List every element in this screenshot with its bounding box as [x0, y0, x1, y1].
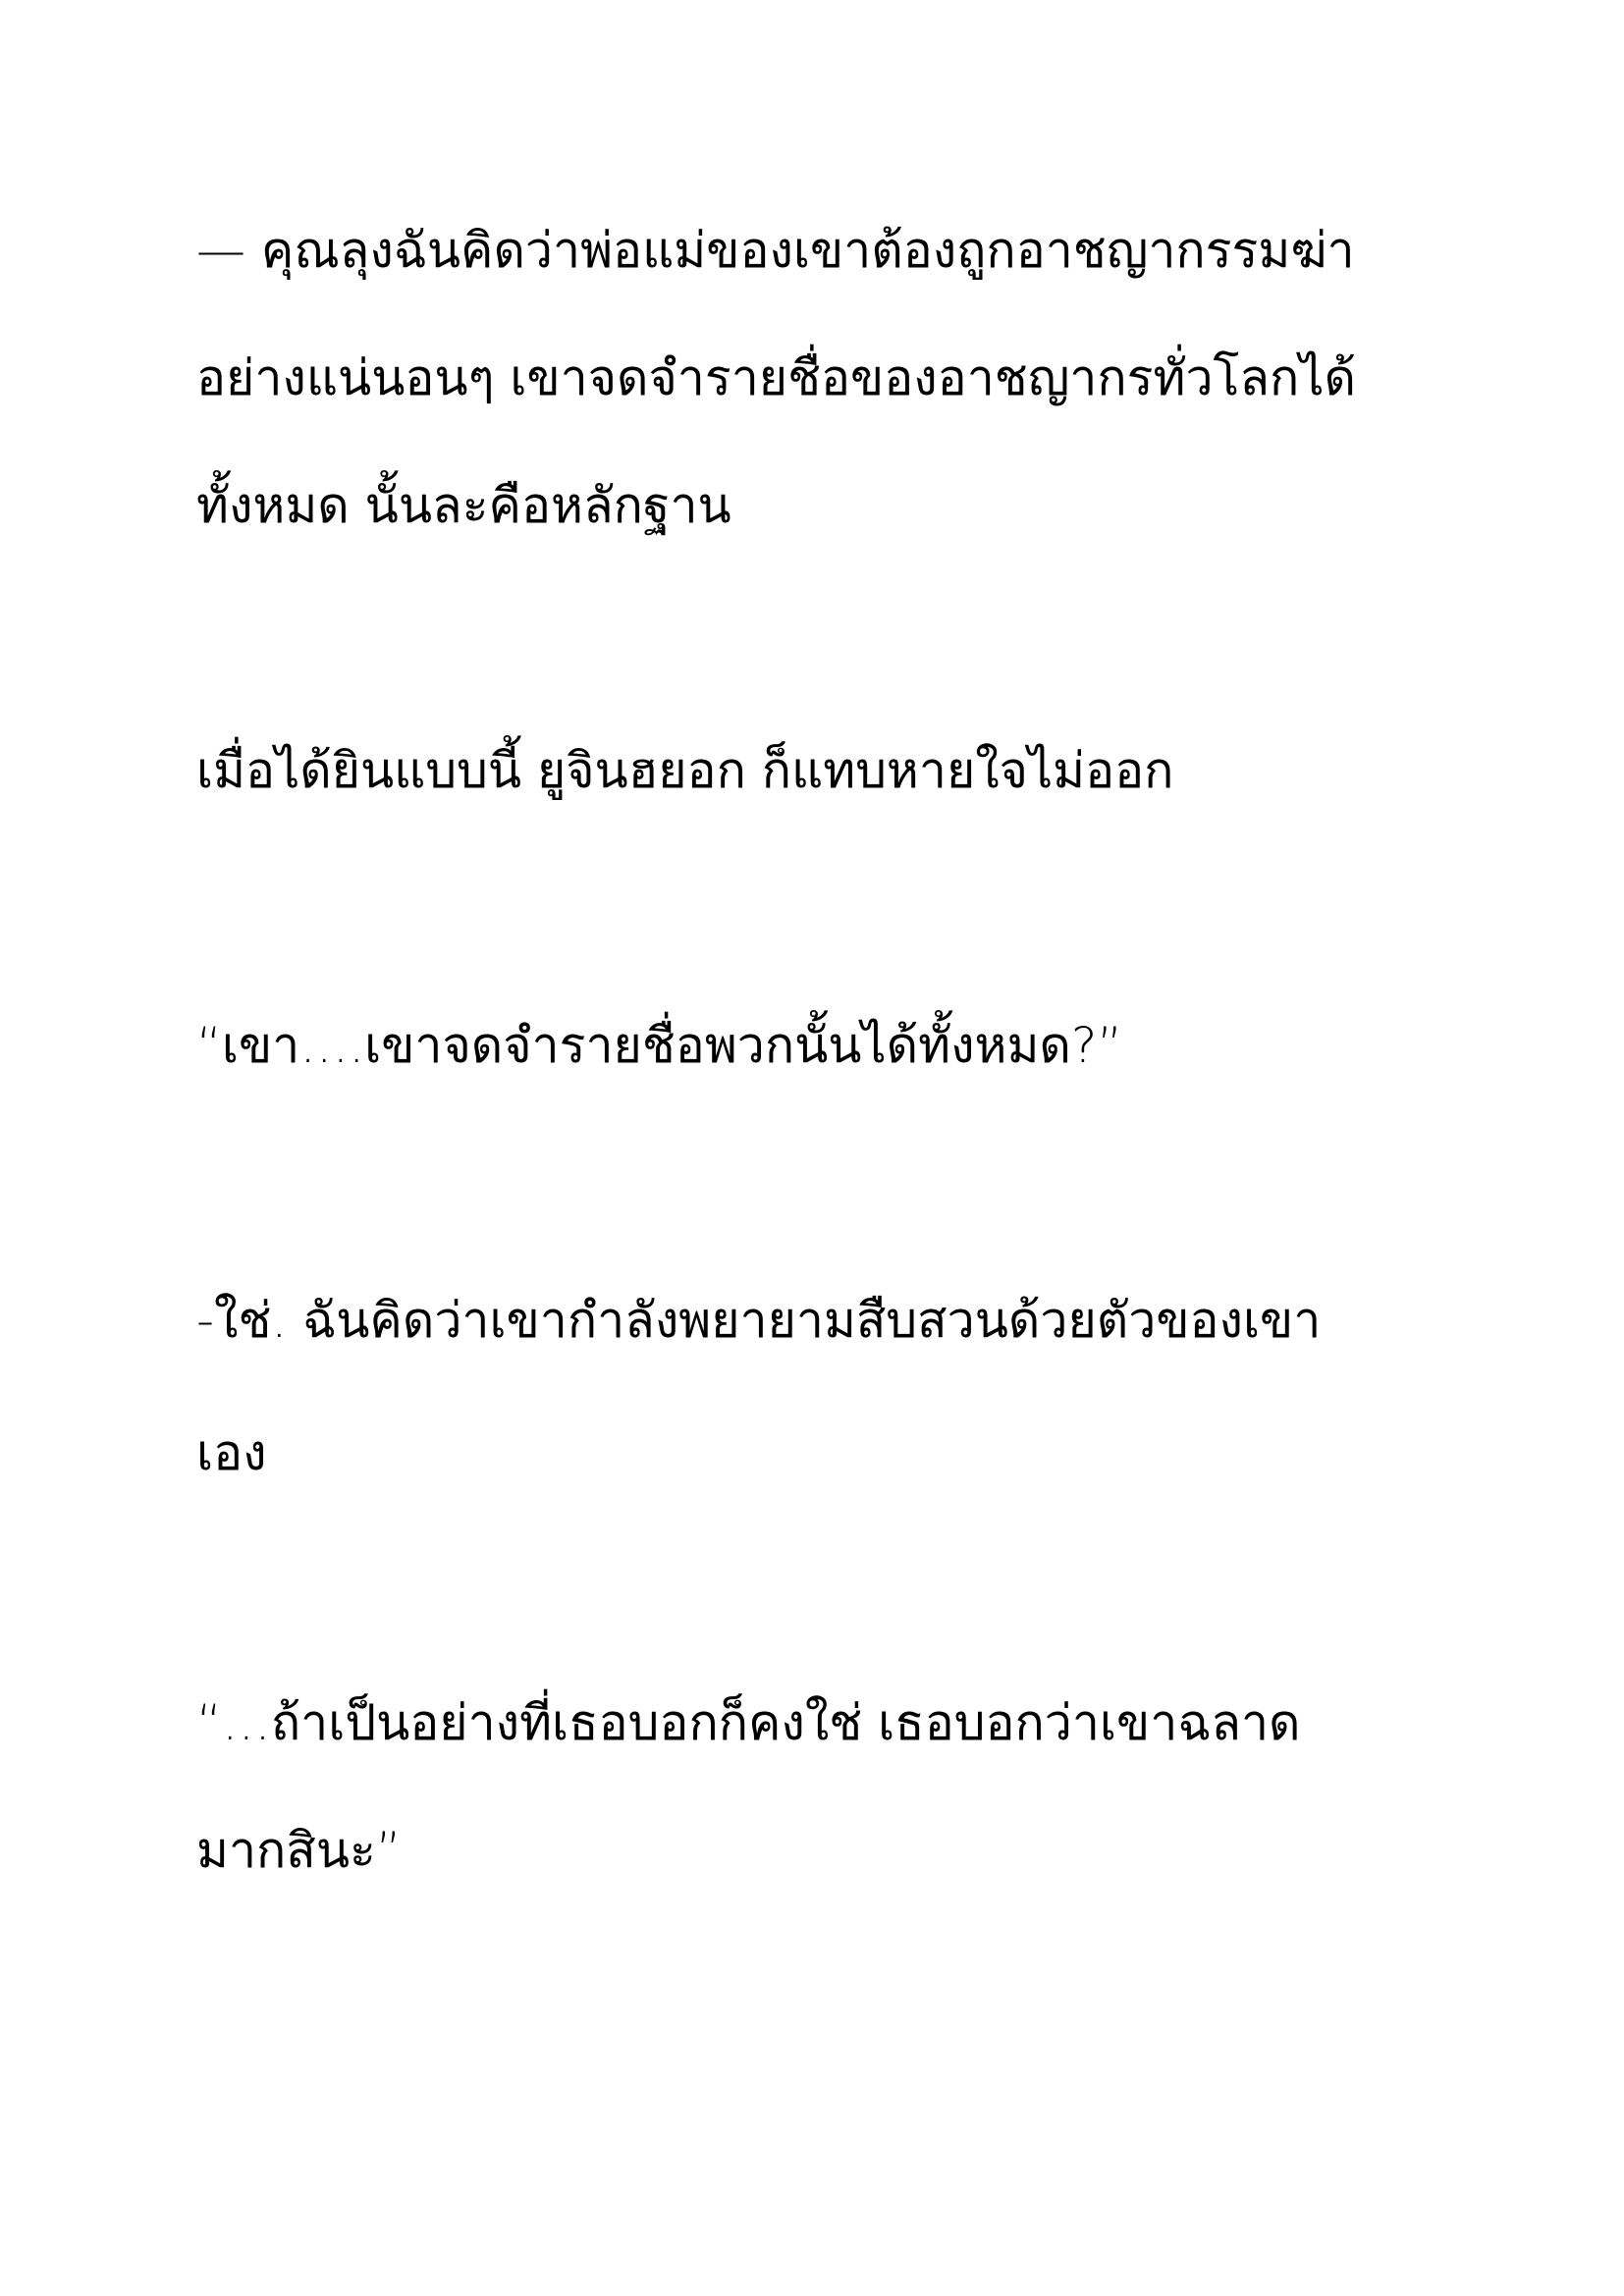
paragraph-2-line-1: เมื่อได้ยินแบบนี้ ยูจินฮยอก ก็แทบหายใจไม่ออก — [196, 742, 1174, 799]
paragraph-1-line-2: อย่างแน่นอนๆ เขาจดจำรายชื่อของอาชญากรทั่วโลกได้ — [196, 349, 1356, 406]
paragraph-5-line-1: “…ถ้าเป็นอย่างที่เธอบอกก็คงใช่ เธอบอกว่าเขาฉลาด — [196, 1694, 1301, 1751]
paragraph-1-line-3: ทั้งหมด นั้นละคือหลักฐาน — [196, 477, 731, 534]
paragraph-1-line-1: — คุณลุงฉันคิดว่าพ่อแม่ของเขาต้องถูกอาชญากรรมฆ่า — [196, 222, 1355, 279]
paragraph-3-line-1: “เขา….เขาจดจำรายชื่อพวกนั้นได้ทั้งหมด?” — [196, 1017, 1123, 1074]
paragraph-5-line-2: มากสินะ” — [196, 1822, 402, 1879]
paragraph-4-line-2: เอง — [196, 1424, 267, 1481]
paragraph-4-line-1: -ใช่. ฉันคิดว่าเขากำลังพยายามสืบสวนด้วยตัวของเขา — [196, 1292, 1322, 1349]
